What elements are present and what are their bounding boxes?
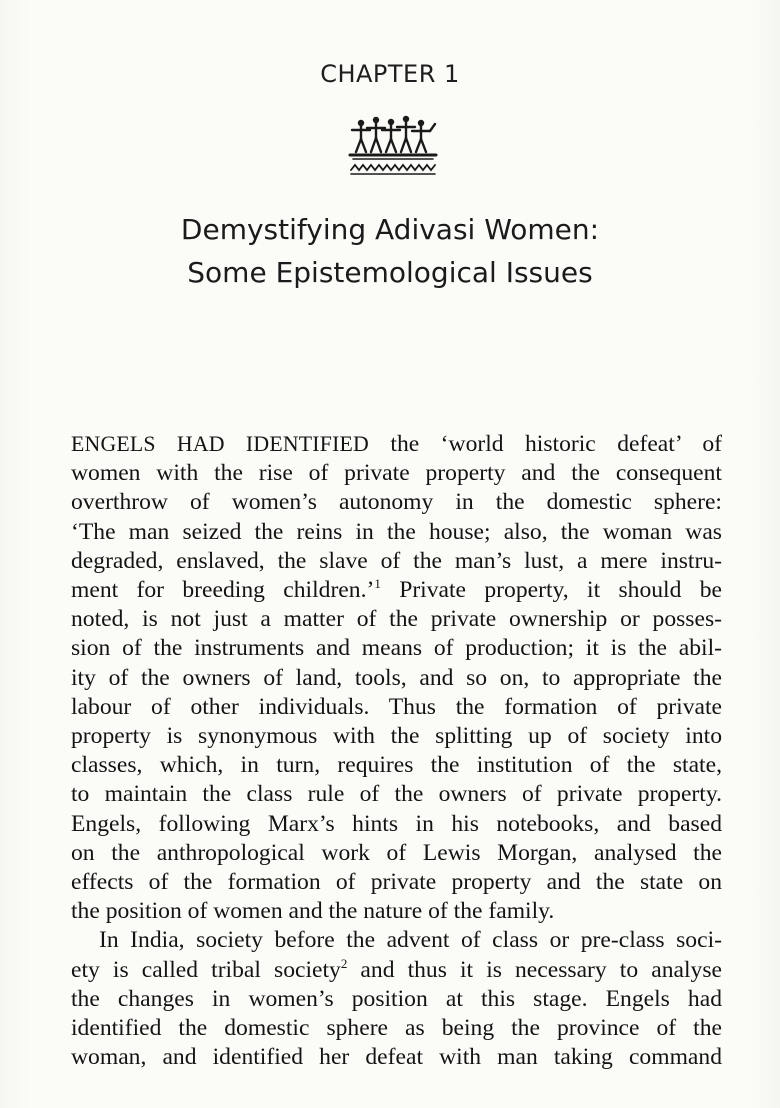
footnote-marker-1[interactable]: 1 xyxy=(374,576,381,592)
chapter-title xyxy=(0,208,780,294)
paragraph-line: ment for breeding children.’$^1$ Private property, it should be xyxy=(71,576,723,604)
paragraph-line: the changes in women’s position at this stage. Engels had xyxy=(71,985,722,1012)
paragraph-line: sion of the instruments and means of production; it is the abil- xyxy=(71,635,722,662)
paragraph-line: woman, and identified her defeat with man taking command xyxy=(71,1044,722,1071)
paragraph-2 xyxy=(71,926,722,1072)
paragraph-line: to maintain the class rule of the owners of private property. xyxy=(71,781,722,808)
paragraph-line: Engels, following Marx’s hints in his notebooks, and based xyxy=(71,810,722,837)
paragraph-line: ENGELS HAD IDENTIFIED the ‘world historic defeat’ of xyxy=(71,431,723,457)
paragraph-line: the position of women and the nature of the family. xyxy=(71,898,555,925)
paragraph-line: effects of the formation of private property and the state on xyxy=(71,869,722,896)
paragraph-1 xyxy=(71,430,722,926)
chapter-label: CHAPTER 1 xyxy=(320,60,460,88)
paragraph-line: on the anthropological work of Lewis Morgan, analysed the xyxy=(71,839,722,866)
paragraph-line: noted, is not just a matter of the private ownership or posses- xyxy=(71,606,722,633)
paragraph-line: women with the rise of private property and the consequent xyxy=(71,460,722,487)
paragraph-line: ety is called tribal society$^2$ and thus it is necessary to analyse xyxy=(71,955,722,983)
body-text xyxy=(71,430,722,1072)
chapter-title-line-2: Some Epistemological Issues xyxy=(187,256,593,289)
footnote-marker-2[interactable]: 2 xyxy=(340,955,348,971)
paragraph-line: classes, which, in turn, requires the institution of the state, xyxy=(71,752,722,779)
paragraph-line: ‘The man seized the reins in the house; also, the woman was xyxy=(71,518,722,545)
paragraph-line: labour of other individuals. Thus the formation of private xyxy=(71,693,722,720)
paragraph-line: ity of the owners of land, tools, and so on, to appropriate the xyxy=(71,664,722,691)
paragraph-line: overthrow of women’s autonomy in the domestic sphere: xyxy=(71,489,722,516)
paragraph-line: identified the domestic sphere as being the province of the xyxy=(71,1015,722,1042)
paragraph-lead-in: ENGELS HAD IDENTIFIED xyxy=(71,432,369,456)
paragraph-line: property is synonymous with the splitting up of society into xyxy=(71,723,722,750)
paragraph-line: degraded, enslaved, the slave of the man’s lust, a mere instru- xyxy=(71,547,722,574)
tribal-figures-ornament-icon xyxy=(345,112,441,184)
chapter-title-line-1: Demystifying Adivasi Women: xyxy=(180,213,600,246)
paragraph-line: In India, society before the advent of class or pre-class soci- xyxy=(99,927,722,954)
